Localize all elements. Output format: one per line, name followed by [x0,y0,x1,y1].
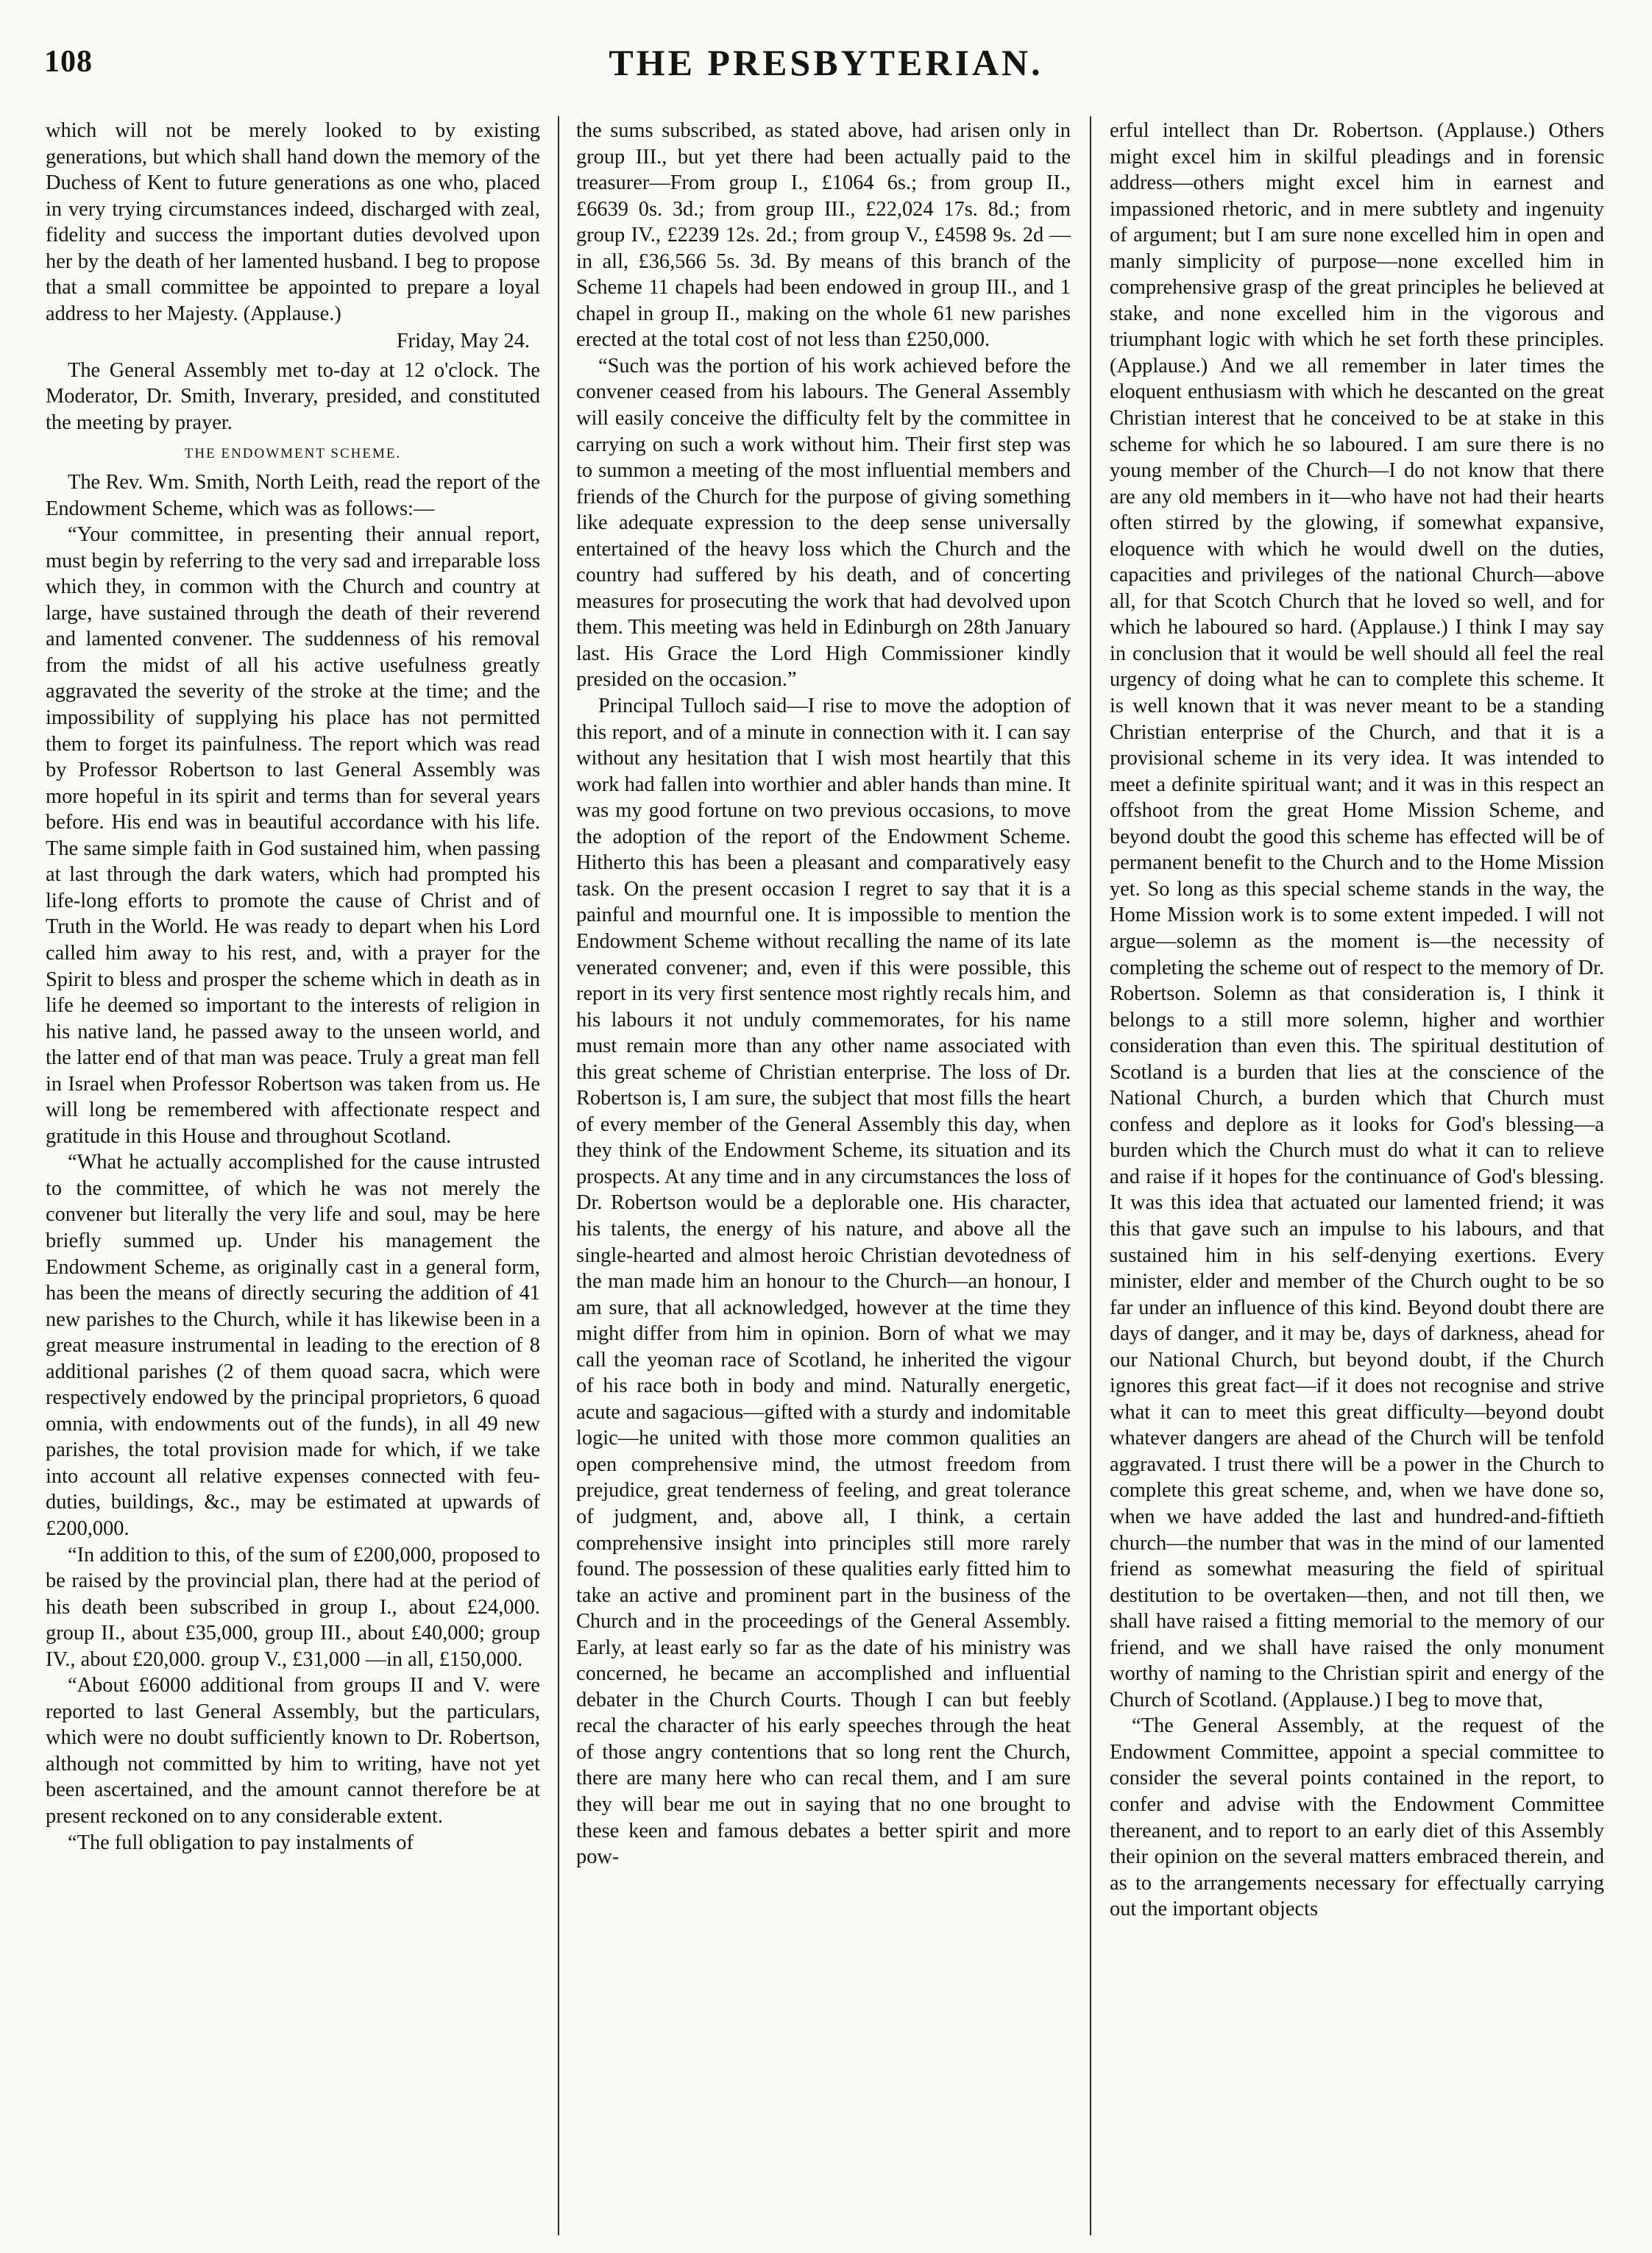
journal-title: THE PRESBYTERIAN. [609,42,1043,83]
column-3 [1110,118,1604,2237]
paragraph: The Rev. Wm. Smith, North Leith, read the report of the Endowment Scheme, which was as follows:— [46,471,540,520]
paragraph: “About £6000 additional from groups II and V. were reported to last General Assembly, but the particulars, which were no doubt sufficiently known to Dr. Robertson, although not committed by him to writing, have not yet been ascertained, and the amount cannot therefore be at present reckoned on to any considerable extent. [46,1674,540,1828]
paragraph: the sums subscribed, as stated above, had arisen only in group III., but yet there had been actually paid to the treasurer—From group I., £1064 6s.; from group II., £6639 0s. 3d.; from group III., £22,024 17s. 8d.; from group IV., £2239 12s. 2d.; from group V., £4598 9s. 2d —in all, £36,566 5s. 3d. By means of this branch of the Scheme 11 chapels had been endowed in group III., and 1 chapel in group II., making on the whole 61 new parishes erected at the total cost of not less than £250,000. [576,119,1071,352]
paragraph: “What he actually accomplished for the cause intrusted to the committee, of which he was not merely the convener but literally the very life and soul, may be here briefly summed up. Under his management the Endowment Scheme, as originally cast in a general form, has been the means of directly securing the addition of 41 new parishes to the Church, while it has likewise been in a great measure instrumental in leading to the erection of 8 additional parishes (2 of them quoad sacra, which were respectively endowed by the principal proprietors, 6 quoad omnia, with endowments out of the funds), in all 49 new parishes, the total provision made for which, if we take into account all relative expenses connected with feu-duties, buildings, &c., may be estimated at upwards of £200,000. [46,1151,540,1540]
paragraph: “The full obligation to pay instalments of [68,1831,414,1854]
paragraph: “Your committee, in presenting their annual report, must begin by referring to the very sad and irreparable loss which they, in common with the Church and country at large, have sustained through the death of their reverend and lamented convener. The suddenness of his removal from the midst of all his active usefulness greatly aggravated the severity of the stroke at the time; and the impossibility of supplying his place has not permitted them to forget its painfulness. The report which was read by Professor Robertson to last General Assembly was more hopeful in its spirit and terms than for several years before. His end was in beautiful accordance with his life. The same simple faith in God sustained him, when passing at last through the dark waters, which had prompted his life-long efforts to promote the cause of Christ and of Truth in the World. He was ready to depart when his Lord called him away to his rest, and, with a prayer for the Spirit to bless and prosper the scheme which in death as in life he deemed so important to the interests of religion in his native land, he passed away to the unseen world, and the latter end of that man was peace. Truly a great man fell in Israel when Professor Robertson was taken from us. He will long be remembered with affectionate respect and gratitude in this House and throughout Scotland. [46,523,540,1148]
column-rule [1090,116,1091,2235]
page-number: 108 [44,45,93,79]
paragraph: “In addition to this, of the sum of £200,000, proposed to be raised by the provincial plan, there had at the period of his death been subscribed in group I., about £24,000. group II., about £35,000, group III., about £40,000; group IV., about £20,000. group V., £31,000 —in all, £150,000. [46,1543,540,1671]
paragraph: “Such was the portion of his work achieved before the convener ceased from his labours. The General Assembly will easily conceive the difficulty felt by the committee in carrying on such a work without him. Their first step was to summon a meeting of the most influential members and friends of the Church for the purpose of giving something like adequate expression to the deep sense universally entertained of the heavy loss which the Church and the country had suffered by his death, and of concerting measures for prosecuting the work that had devolved upon them. This meeting was held in Edinburgh on 28th January last. His Grace the Lord High Commissioner kindly presided on the occasion.” [576,354,1071,692]
paragraph: “The General Assembly, at the request of the Endowment Committee, appoint a special committee to consider the several points contained in the report, to confer and advise with the Endowment Committee thereanent, and to report to an early diet of this Assembly their opinion on the several matters embraced therein, and as to the arrangements necessary for effectually carrying out the important objects [1110,1714,1604,1921]
paragraph: which will not be merely looked to by existing generations, but which shall hand down the memory of the Duchess of Kent to future generations as one who, placed in very trying circumstances indeed, discharged with zeal, fidelity and success the important duties devolved upon her by the death of her lamented husband. I beg to propose that a small committee be appointed to prepare a loyal address to her Majesty. (Applause.) [46,119,540,325]
column-2 [576,118,1071,2237]
paragraph: Principal Tulloch said—I rise to move the adoption of this report, and of a minute in connection with it. I can say without any hesitation that I wish most heartily that this work had fallen into worthier and abler hands than mine. It was my good fortune on two previous occasions, to move the adoption of the report of the Endowment Scheme. Hitherto this has been a pleasant and comparatively easy task. On the present occasion I regret to say that it is a painful and mournful one. It is impossible to mention the Endowment Scheme without recalling the name of its late venerated convener; and, even if this were possible, this report in its very first sentence most rightly recals him, and his labours it not unduly commemorates, for his name must remain more than any other name associated with this great scheme of Christian enterprise. The loss of Dr. Robertson is, I am sure, the subject that most fills the heart of every member of the General Assembly this day, when they think of the Endowment Scheme, its situation and its prospects. At any time and in any circumstances the loss of Dr. Robertson would be a deplorable one. His character, his talents, the energy of his nature, and above all the single-hearted and almost heroic Christian devotedness of the man made him an honour to the Church—an honour, I am sure, that all acknowledged, however at the time they might differ from him in opinion. Born of what we may call the yeoman race of Scotland, he inherited the vigour of his race both in body and mind. Naturally energetic, acute and sagacious—gifted with a sturdy and indomitable logic—he united with those more common qualities an open comprehensive mind, the utmost freedom from prejudice, great tenderness of feeling, and great tolerance of judgment, and, above all, I think, a certain comprehensive insight into principles still more rarely found. The possession of these qualities early fitted him to take an active and prominent part in the business of the Church and in the proceedings of the General Assembly. Early, at least early so far as the date of his ministry was concerned, he became an accomplished and influential debater in the Church Courts. Though I can but feebly recal the character of his early speeches through the heat of those angry contentions that so long rent the Church, there are many here who can recal them, and I am sure they will bear me out in saying that no one brought to these keen and famous debates a better spirit and more pow- [576,695,1071,1869]
column-rule [558,116,559,2235]
paragraph: erful intellect than Dr. Robertson. (Applause.) Others might excel him in skilful pleadings and in forensic address—others might excel him in earnest and impassioned rhetoric, and in mere subtlety and ingenuity of argument; but I am sure none excelled him in open and manly simplicity of purpose—none excelled him in comprehensive grasp of the great principles he believed at stake, and none excelled him in the vigorous and triumphant logic with which he set forth these principles. (Applause.) And we all remember in later times the eloquent enthusiasm with which he descanted on the great Christian interest that he conceived to be at stake in this scheme for which he so laboured. I am sure there is no young member of the Church—I do not know that there are any old members in it—who have not had their hearts often stirred by the glowing, if somewhat expansive, eloquence with which he would dwell on the duties, capacities and privileges of the national Church—above all, for that Scotch Church that he loved so well, and for which he laboured so hard. (Applause.) I think I may say in conclusion that it would be well should all feel the real urgency of doing what he can to complete this scheme. It is well known that it was never meant to be a standing Christian enterprise of the Church, and that it is a provisional scheme in its very idea. It was intended to meet a definite spiritual want; and it was in this respect an offshoot from the great Home Mission Scheme, and beyond doubt the good this scheme has effected will be of permanent benefit to the Church and to the Home Mission yet. So long as this special scheme stands in the way, the Home Mission work is to some extent impeded. I will not argue—solemn as the moment is—the necessity of completing the scheme out of respect to the memory of Dr. Robertson. Solemn as that consideration is, I think it belongs to a still more solemn, higher and worthier consideration than even this. The spiritual destitution of Scotland is a burden that lies at the conscience of the National Church, a burden which that Church must confess and deplore as it looks for God's blessing—a burden which the Church must do what it can to relieve and raise if it hopes for the continuance of God's blessing. It was this idea that actuated our lamented friend; it was this that gave such an impulse to his labours, and that sustained him in his self-denying exertions. Every minister, elder and member of the Church ought to be so far under an influence of this kind. Beyond doubt there are days of danger, and it may be, days of darkness, ahead for our National Church, but beyond doubt, if the Church ignores this great fact—if it does not recognise and strive what it can to meet this great difficulty—beyond doubt whatever dangers are ahead of the Church will be tenfold aggravated. I trust there will be a power in the Church to complete this great scheme, and, when we have done so, when we have added the last and hundred-and-fiftieth church—the number that was in the mind of our lamented friend as somewhat measuring the field of spiritual destitution to be overtaken—then, and not till then, we shall have raised a fitting memorial to the memory of our friend, and we shall have raised the only monument worthy of naming to the Christian spirit and energy of the Church of Scotland. (Applause.) I beg to move that, [1110,119,1604,1711]
page-header [44,28,1608,94]
column-1 [46,118,540,2237]
paragraph: The General Assembly met to-day at 12 o'clock. The Moderator, Dr. Smith, Inverary, presided, and constituted the meeting by prayer. [46,358,540,435]
date-line: Friday, May 24. [396,330,530,353]
section-heading: THE ENDOWMENT SCHEME. [184,445,402,461]
